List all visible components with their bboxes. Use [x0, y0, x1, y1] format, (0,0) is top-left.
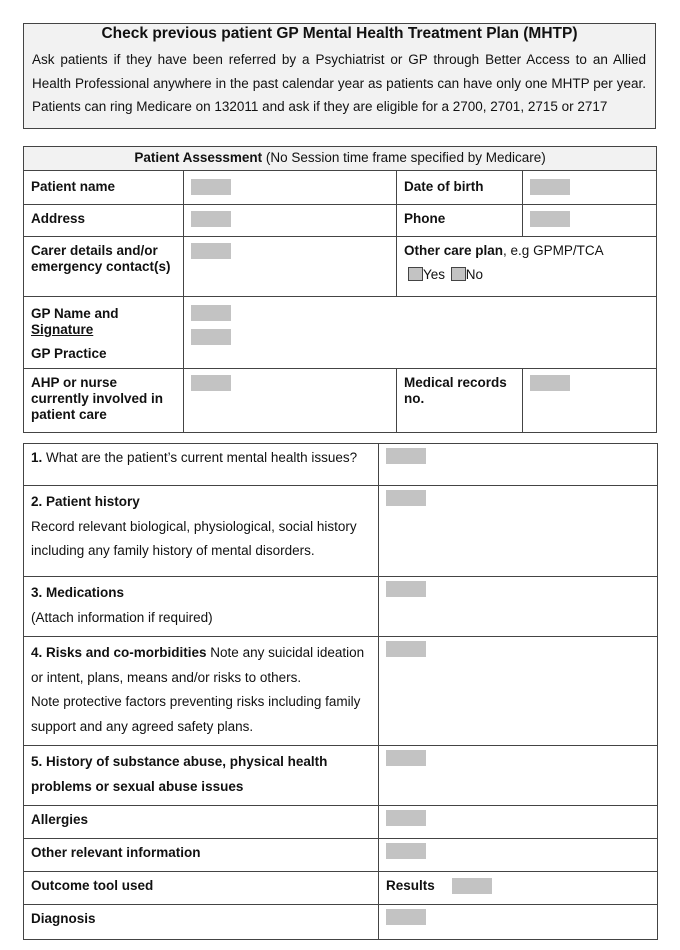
- q4-text-b: Note protective factors preventing risks including family support and any agreed safety plans.: [31, 694, 361, 734]
- q2-label: [24, 486, 379, 577]
- q1-cell: [379, 444, 658, 486]
- date-of-birth-field[interactable]: [530, 179, 570, 195]
- medical-records-label: Medical records no.: [397, 369, 523, 433]
- other-info-cell: [379, 839, 658, 872]
- q5-title: 5. History of substance abuse, physical health problems or sexual abuse issues: [31, 754, 328, 794]
- diagnosis-cell: [379, 905, 658, 940]
- gp-practice-label: GP Practice: [31, 346, 107, 361]
- address-cell: [184, 205, 397, 237]
- yes-label: Yes: [423, 267, 446, 282]
- q3-title: 3. Medications: [31, 585, 125, 600]
- other-care-plan-note: , e.g GPMP/TCA: [503, 243, 604, 258]
- other-info-label: Other relevant information: [24, 839, 379, 872]
- phone-cell: [523, 205, 657, 237]
- q4-field[interactable]: [386, 641, 426, 657]
- results-label: Results: [386, 878, 435, 893]
- phone-field[interactable]: [530, 211, 570, 227]
- mhtp-notice-title: Check previous patient GP Mental Health Treatment Plan (MHTP): [101, 25, 578, 42]
- treatment-plan-table: [23, 443, 658, 940]
- gp-name-field[interactable]: [191, 305, 231, 321]
- no-checkbox[interactable]: [451, 267, 466, 281]
- patient-name-cell: [184, 171, 397, 205]
- gp-name-label: GP Name and: [31, 306, 119, 321]
- carer-details-label: Carer details and/or emergency contact(s): [24, 237, 184, 297]
- other-info-field[interactable]: [386, 843, 426, 859]
- medical-records-cell: [523, 369, 657, 433]
- patient-assessment-note: (No Session time frame specified by Medicare): [262, 150, 546, 165]
- date-of-birth-label: Date of birth: [397, 171, 523, 205]
- patient-assessment-heading: [24, 147, 657, 171]
- q1-text: What are the patient’s current mental health issues?: [42, 450, 358, 465]
- ahp-nurse-cell: [184, 369, 397, 433]
- q4-cell: [379, 637, 658, 746]
- q5-label: [24, 746, 379, 806]
- allergies-field[interactable]: [386, 810, 426, 826]
- q1-label: [24, 444, 379, 486]
- address-label: Address: [24, 205, 184, 237]
- results-field[interactable]: [452, 878, 492, 894]
- patient-assessment-title: Patient Assessment: [134, 150, 263, 165]
- q3-text: (Attach information if required): [31, 609, 213, 625]
- q4-text-a: Note any suicidal ideation or intent, plans, means and/or risks to others.: [31, 645, 365, 685]
- gp-fields-cell: [184, 297, 657, 369]
- diagnosis-label: Diagnosis: [24, 905, 379, 940]
- q1-number: 1.: [31, 450, 43, 465]
- q3-label: [24, 577, 379, 637]
- allergies-cell: [379, 806, 658, 839]
- diagnosis-field[interactable]: [386, 909, 426, 925]
- outcome-tool-cell: [379, 872, 658, 905]
- q4-label: [24, 637, 379, 746]
- q5-field[interactable]: [386, 750, 426, 766]
- signature-label: Signature: [31, 322, 94, 337]
- patient-name-label: Patient name: [24, 171, 184, 205]
- phone-label: Phone: [397, 205, 523, 237]
- other-care-plan-cell: [397, 237, 657, 297]
- no-label: No: [465, 267, 484, 282]
- q2-text: Record relevant biological, physiological, social history including any family history of mental disorders.: [31, 518, 357, 558]
- yes-checkbox[interactable]: [408, 267, 423, 281]
- patient-assessment-table: [23, 146, 657, 433]
- q3-field[interactable]: [386, 581, 426, 597]
- carer-details-cell: [184, 237, 397, 297]
- gp-label-cell: [24, 297, 184, 369]
- q3-cell: [379, 577, 658, 637]
- q1-field[interactable]: [386, 448, 426, 464]
- q4-title: 4. Risks and co-morbidities: [31, 645, 207, 660]
- date-of-birth-cell: [523, 171, 657, 205]
- ahp-nurse-label: AHP or nurse currently involved in patient care: [24, 369, 184, 433]
- address-field[interactable]: [191, 211, 231, 227]
- other-care-plan-label: Other care plan: [404, 243, 504, 258]
- patient-name-field[interactable]: [191, 179, 231, 195]
- medical-records-field[interactable]: [530, 375, 570, 391]
- q2-title: 2. Patient history: [31, 494, 140, 509]
- q2-cell: [379, 486, 658, 577]
- gp-practice-field[interactable]: [191, 329, 231, 345]
- carer-details-field[interactable]: [191, 243, 231, 259]
- mhtp-notice-text: Ask patients if they have been referred by a Psychiatrist or GP through Better Access to an Allied Health Professional anywhere in the past calendar year as patients can have only one MHTP per year. Patients can ring Medicare on 132011 and ask if they are eligible for a 2700, 2701, 2715 or 2717: [32, 52, 646, 114]
- ahp-nurse-field[interactable]: [191, 375, 231, 391]
- q2-field[interactable]: [386, 490, 426, 506]
- outcome-tool-label: Outcome tool used: [24, 872, 379, 905]
- mhtp-notice-box: [23, 23, 656, 129]
- allergies-label: Allergies: [24, 806, 379, 839]
- q5-cell: [379, 746, 658, 806]
